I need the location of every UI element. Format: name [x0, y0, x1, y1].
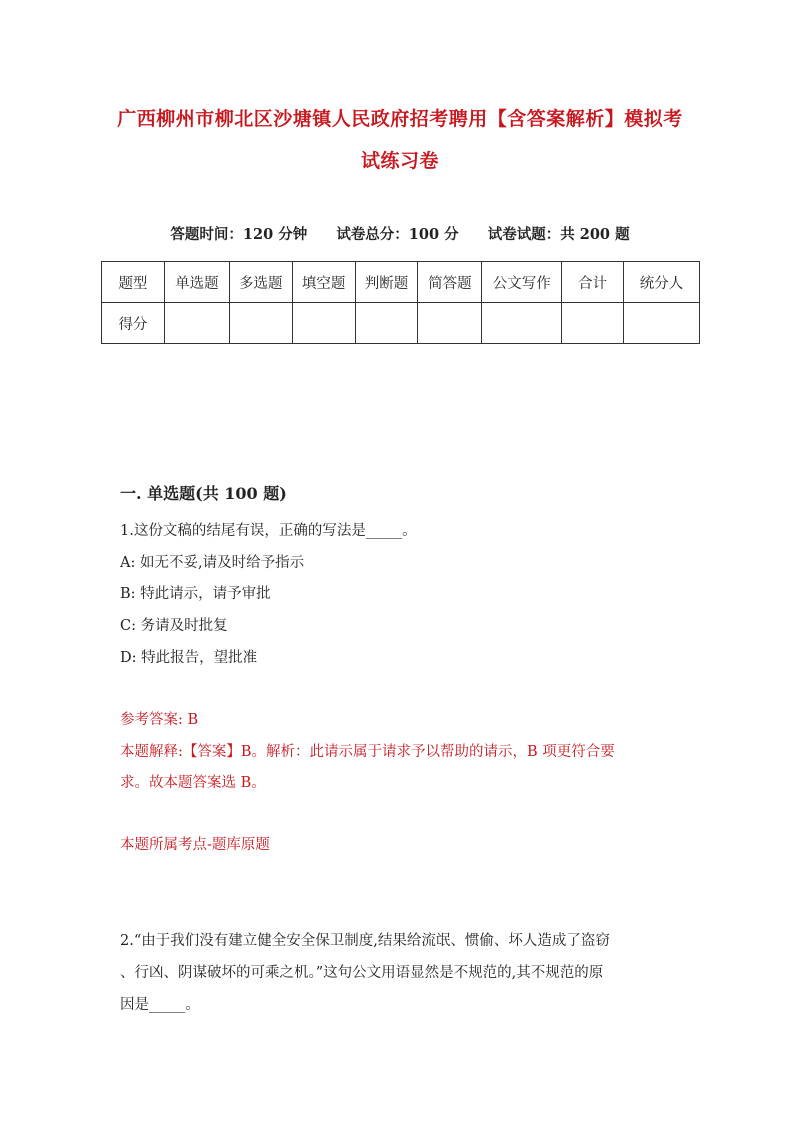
score-table-header-cell: 多选题 [229, 262, 292, 303]
question-1-stem: 1.这份文稿的结尾有误，正确的写法是_____。 [120, 523, 417, 539]
exam-question-count: 试卷试题：共 200 题 [487, 226, 630, 243]
exam-total-score: 试卷总分：100 分 [336, 226, 459, 243]
question-2-stem-line1: 2.“由于我们没有建立健全安全保卫制度,结果给流氓、惯偷、坏人造成了盗窃 [120, 933, 610, 949]
score-table-header-cell: 单选题 [164, 262, 229, 303]
question-1-option-c: C: 务请及时批复 [120, 618, 228, 634]
score-cell-empty[interactable] [292, 303, 355, 344]
exam-time: 答题时间：120 分钟 [170, 226, 308, 243]
score-table-header-cell: 合计 [562, 262, 624, 303]
section-heading: 一. 单选题(共 100 题) [120, 484, 287, 503]
score-table-header-cell: 判断题 [355, 262, 418, 303]
question-1-explanation-line1: 本题解释:【答案】B。解析：此请示属于请求予以帮助的请示，B 项更符合要 [120, 744, 615, 760]
question-1-option-d: D: 特此报告，望批准 [120, 650, 258, 666]
score-cell-empty[interactable] [164, 303, 229, 344]
question-1-explanation-line2: 求。故本题答案选 B。 [120, 775, 266, 791]
score-table-score-row [102, 303, 700, 344]
score-table-header-cell: 题型 [102, 262, 165, 303]
score-cell-empty[interactable] [355, 303, 418, 344]
score-table [101, 261, 700, 344]
score-cell-empty[interactable] [229, 303, 292, 344]
question-1-answer: 参考答案: B [120, 712, 199, 728]
score-table-header-row [102, 262, 700, 303]
score-cell-empty[interactable] [624, 303, 700, 344]
exam-title-line2: 试练习卷 [360, 150, 439, 172]
score-cell-empty[interactable] [482, 303, 562, 344]
question-1-option-a: A: 如无不妥,请及时给予指示 [120, 555, 305, 571]
score-row-label: 得分 [102, 303, 165, 344]
score-table-header-cell: 统分人 [624, 262, 700, 303]
exam-meta [100, 223, 700, 244]
score-cell-empty[interactable] [418, 303, 482, 344]
score-table-header-cell: 公文写作 [482, 262, 562, 303]
exam-title-line1: 广西柳州市柳北区沙塘镇人民政府招考聘用【含答案解析】模拟考 [117, 108, 683, 130]
question-2-stem-line2: 、行凶、阴谋破坏的可乘之机。”这句公文用语显然是不规范的,其不规范的原 [120, 965, 604, 981]
question-1-source: 本题所属考点-题库原题 [120, 837, 270, 853]
score-table-header-cell: 简答题 [418, 262, 482, 303]
question-2-stem-line3: 因是_____。 [120, 997, 200, 1013]
score-table-header-cell: 填空题 [292, 262, 355, 303]
score-cell-empty[interactable] [562, 303, 624, 344]
question-1-option-b: B: 特此请示，请予审批 [120, 586, 271, 602]
